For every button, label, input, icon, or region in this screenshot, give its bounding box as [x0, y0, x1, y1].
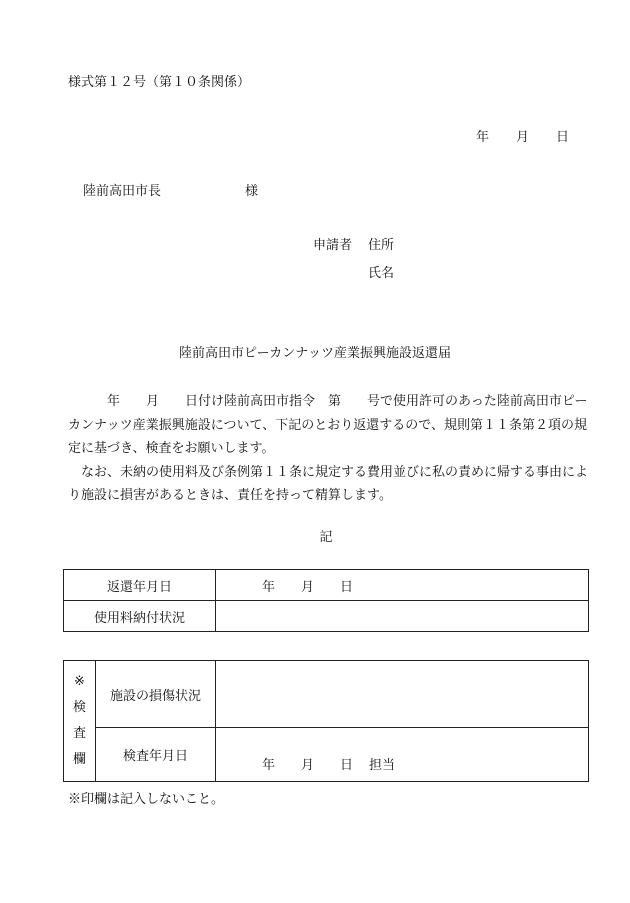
address-label: 住所 — [368, 238, 395, 253]
inspection-side-char: ※ — [74, 674, 85, 689]
inspection-side-char: 検 — [72, 700, 86, 715]
inspection-date-label: 検査年月日 — [96, 728, 216, 782]
footnote: ※印欄は記入しないこと。 — [68, 792, 225, 807]
damage-status-value[interactable] — [216, 661, 589, 728]
addressee: 陸前高田市長 — [83, 184, 162, 199]
inspection-date-text: 年 月 日 — [262, 758, 354, 773]
body-text — [68, 390, 592, 508]
body-paragraph-1: 年 月 日付け陸前高田市指令 第 号で使用許可のあった陸前高田市ピーカンナッツ産業振興施設について、下記のとおり返還するので、規則第１１条第２項の規定に基づき、検査をお願いします。 — [68, 394, 588, 456]
date-month-label: 月 — [516, 130, 530, 145]
damage-status-label: 施設の損傷状況 — [96, 661, 216, 728]
return-date-label: 返還年月日 — [64, 570, 216, 601]
body-paragraph-2: なお、未納の使用料及び条例第１１条に規定する費用並びに私の責めに帰する事由により施設に損害があるときは、責任を持って精算します。 — [68, 464, 589, 503]
addressee-suffix: 様 — [245, 184, 259, 199]
name-label: 氏名 — [368, 266, 395, 281]
document-title: 陸前高田市ピーカンナッツ産業振興施設返還届 — [179, 346, 451, 361]
inspection-side-char: 査 — [72, 726, 86, 741]
table-row — [64, 570, 589, 601]
inspection-date-value[interactable] — [216, 728, 589, 782]
date-year-label: 年 — [476, 130, 490, 145]
fee-status-label: 使用料納付状況 — [64, 601, 216, 632]
table-row — [64, 728, 589, 782]
ki-heading: 記 — [319, 530, 333, 545]
return-table — [63, 569, 589, 632]
inspection-table — [63, 660, 589, 782]
inspection-side-label — [64, 661, 96, 782]
form-number: 様式第１２号（第１０条関係） — [68, 75, 251, 90]
table-row — [64, 601, 589, 632]
applicant-label: 申請者 — [313, 238, 353, 253]
inspection-side-char: 欄 — [72, 752, 86, 767]
date-day-label: 日 — [556, 130, 570, 145]
table-row — [64, 661, 589, 728]
return-date-value[interactable]: 年 月 日 — [216, 570, 589, 601]
fee-status-value[interactable] — [216, 601, 589, 632]
inspection-tanto-label: 担当 — [369, 758, 396, 773]
